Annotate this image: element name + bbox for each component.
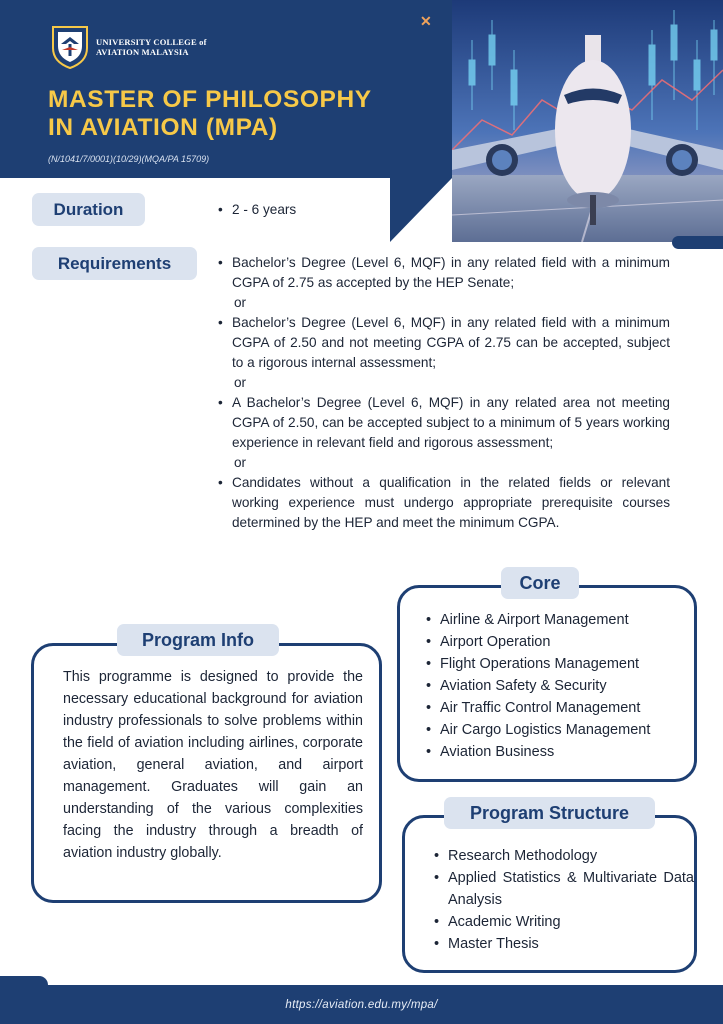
sparkle-icon: ✕ bbox=[420, 13, 432, 29]
duration-item: • 2 - 6 years bbox=[216, 200, 676, 220]
structure-item: • Academic Writing bbox=[432, 911, 694, 933]
structure-item: • Research Methodology bbox=[432, 845, 694, 867]
requirements-label: Requirements bbox=[32, 247, 197, 280]
requirement-item: • Bachelor’s Degree (Level 6, MQF) in any related field with a minimum CGPA of 2.50 and not meeting CGPA of 2.75 can be accepted, subject to a rigorous internal assessment; bbox=[216, 313, 670, 373]
core-title: Core bbox=[501, 567, 579, 599]
core-item: • Flight Operations Management bbox=[424, 653, 692, 675]
shield-crest-icon bbox=[50, 24, 90, 70]
structure-item: • Applied Statistics & Multivariate Data Analysis bbox=[432, 867, 694, 911]
requirement-item: • Bachelor’s Degree (Level 6, MQF) in any related field with a minimum CGPA of 2.75 as accepted by the HEP Senate; bbox=[216, 253, 670, 293]
program-info-title: Program Info bbox=[117, 624, 279, 656]
requirements-list bbox=[216, 253, 670, 533]
requirement-or: or bbox=[234, 455, 247, 470]
structure-item: • Master Thesis bbox=[432, 933, 694, 955]
requirement-item: • A Bachelor’s Degree (Level 6, MQF) in any related area not meeting CGPA of 2.50, can be accepted subject to a minimum of 5 years working experience in relevant field and rigorous assessment; bbox=[216, 393, 670, 453]
duration-label: Duration bbox=[32, 193, 145, 226]
duration-list bbox=[216, 200, 676, 220]
core-item: • Air Traffic Control Management bbox=[424, 697, 692, 719]
logo-line-2: AVIATION MALAYSIA bbox=[96, 47, 189, 57]
core-item: • Air Cargo Logistics Management bbox=[424, 719, 692, 741]
title-line-1: MASTER OF PHILOSOPHY bbox=[48, 86, 372, 113]
website-link[interactable]: https://aviation.edu.my/mpa/ bbox=[285, 998, 438, 1011]
page-title bbox=[48, 86, 372, 142]
program-structure-title: Program Structure bbox=[444, 797, 655, 829]
core-item: • Airport Operation bbox=[424, 631, 692, 653]
core-item: • Airline & Airport Management bbox=[424, 609, 692, 631]
title-line-2: IN AVIATION (MPA) bbox=[48, 114, 278, 141]
requirement-item: • Candidates without a qualification in the related fields or relevant working experience must undergo appropriate prerequisite courses determined by the HEP and meet the minimum CGPA. bbox=[216, 473, 670, 533]
requirement-or: or bbox=[234, 295, 247, 310]
program-structure-list bbox=[432, 845, 694, 955]
registration-code: (N/1041/7/0001)(10/29)(MQA/PA 15709) bbox=[48, 154, 210, 164]
core-list bbox=[424, 609, 692, 763]
program-info-text: This programme is designed to provide the necessary educational background for aviation industry professionals to solve problems within the field of aviation including airlines, corporate aviation, general aviation, and airport management. Graduates will gain an understanding of the various complexities facing the industry through a breadth of aviation industry globally. bbox=[63, 669, 363, 861]
core-item: • Aviation Business bbox=[424, 741, 692, 763]
requirement-or: or bbox=[234, 375, 247, 390]
core-item: • Aviation Safety & Security bbox=[424, 675, 692, 697]
logo-line-1: UNIVERSITY COLLEGE of bbox=[96, 37, 207, 47]
university-logo bbox=[50, 24, 207, 70]
decorative-pill bbox=[672, 236, 723, 249]
footer-bar bbox=[0, 985, 723, 1024]
